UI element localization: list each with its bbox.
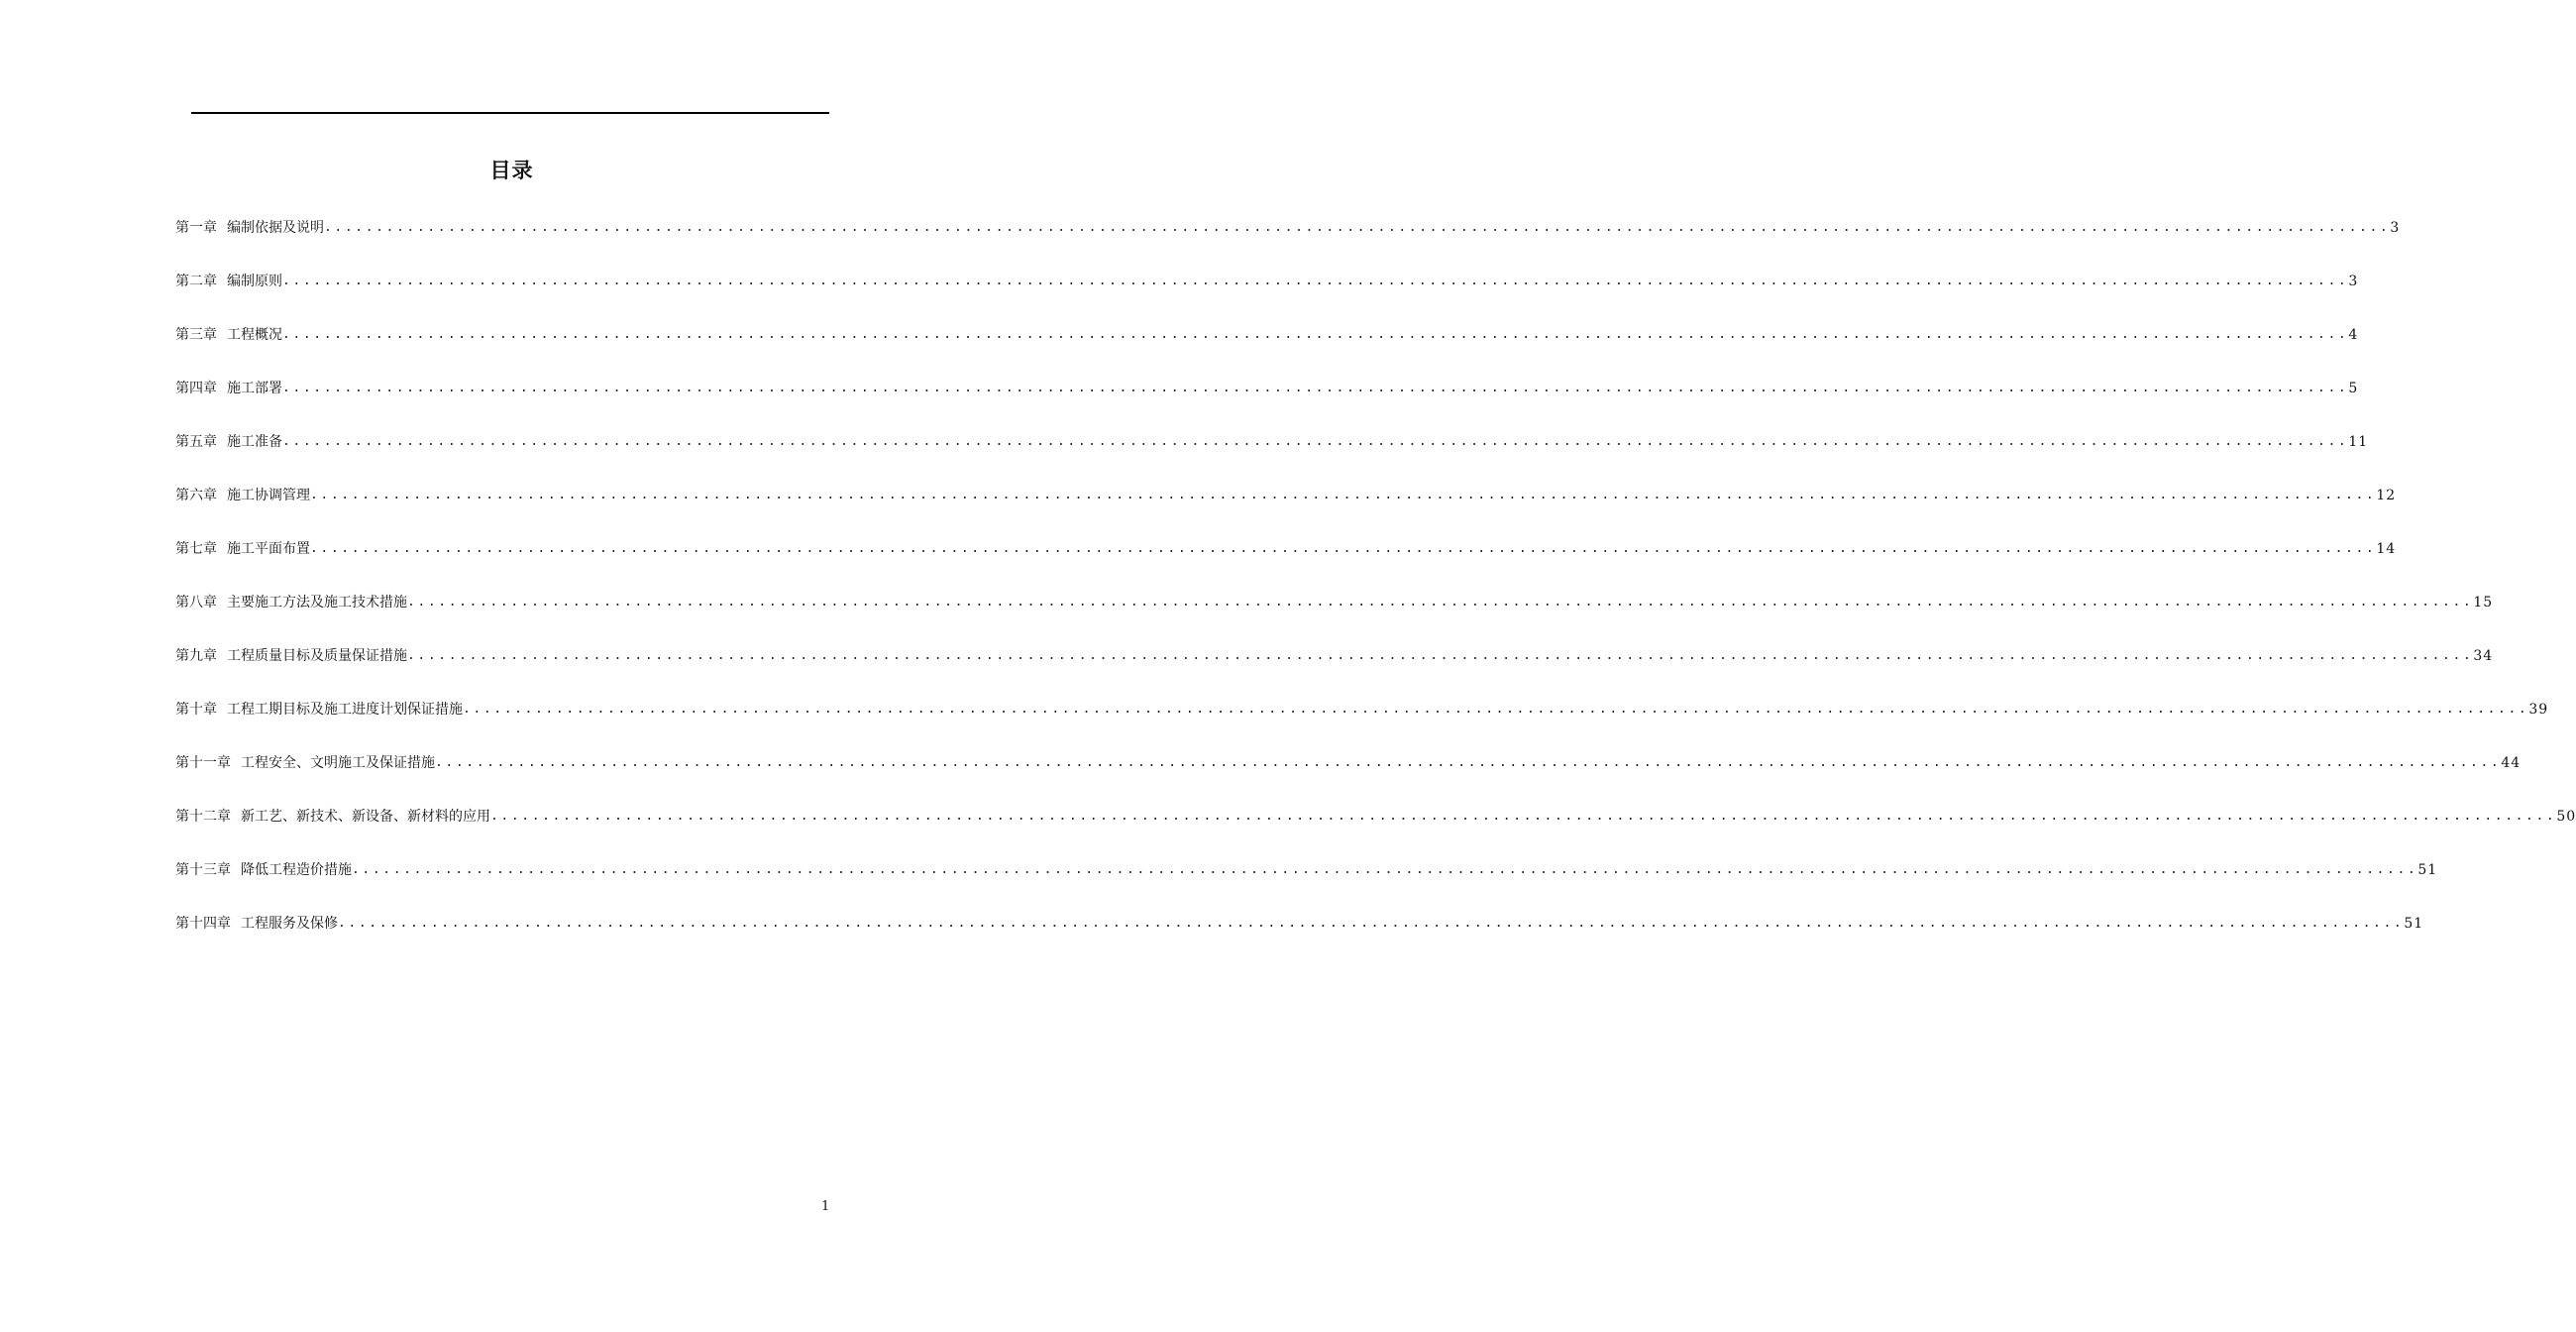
toc-dot-leader: ........................................................................................................................................................................................................ [338,916,2405,931]
toc-page-number: 34 [2473,648,2494,664]
toc-page-number: 44 [2501,755,2522,771]
toc-dot-leader: ........................................................................................................................................................................................................ [282,274,2349,288]
toc-page-number: 4 [2348,327,2359,343]
toc-chapter-number: 第六章 [175,488,217,503]
toc-page-number: 39 [2528,702,2549,718]
toc-page-number: 50 [2556,809,2576,825]
toc-chapter-title: 编制依据及说明 [227,220,324,236]
toc-entry[interactable] [175,268,2359,321]
toc-chapter-number: 第八章 [175,595,217,610]
toc-dot-leader: ........................................................................................................................................................................................................ [282,381,2349,395]
toc-entry[interactable] [175,642,2494,696]
toc-chapter-title: 施工协调管理 [227,488,310,503]
toc-page-number: 5 [2348,381,2359,396]
toc-chapter-number: 第十章 [175,702,217,718]
toc-entry[interactable] [175,428,2369,482]
toc-dot-leader: ........................................................................................................................................................................................................ [490,809,2557,824]
toc-chapter-title: 工程安全、文明施工及保证措施 [241,755,435,771]
toc-chapter-number: 第五章 [175,434,217,450]
toc-entry[interactable] [175,321,2359,375]
toc-chapter-title: 工程质量目标及质量保证措施 [227,648,407,664]
toc-entry[interactable] [175,535,2397,589]
toc-chapter-number: 第十四章 [175,916,231,932]
toc-entry[interactable] [175,803,2576,856]
toc-chapter-title: 工程概况 [227,327,282,343]
toc-chapter-number: 第七章 [175,541,217,557]
toc-dot-leader: ........................................................................................................................................................................................................ [282,327,2349,342]
toc-page-number: 3 [2390,220,2401,236]
toc-dot-leader: ........................................................................................................................................................................................................ [310,488,2377,502]
toc-dot-leader: ........................................................................................................................................................................................................ [435,755,2502,770]
toc-entry[interactable] [175,749,2522,803]
toc-chapter-title: 工程工期目标及施工进度计划保证措施 [227,702,463,718]
toc-chapter-number: 第十三章 [175,862,231,878]
page-title: 目录 [489,159,534,182]
toc-chapter-number: 第十一章 [175,755,231,771]
toc-page-number: 3 [2348,274,2359,289]
toc-dot-leader: ........................................................................................................................................................................................................ [407,648,2474,663]
toc-dot-leader: ........................................................................................................................................................................................................ [352,862,2418,877]
page-footer-number: 1 [821,1199,830,1214]
toc-list [175,214,2576,963]
toc-chapter-title: 施工部署 [227,381,282,396]
toc-chapter-number: 第一章 [175,220,217,236]
toc-chapter-number: 第九章 [175,648,217,664]
toc-chapter-number: 第二章 [175,274,217,289]
toc-entry[interactable] [175,910,2424,963]
toc-dot-leader: ........................................................................................................................................................................................................ [282,434,2349,449]
toc-entry[interactable] [175,589,2494,642]
toc-dot-leader: ........................................................................................................................................................................................................ [463,702,2529,717]
toc-page-number: 14 [2376,541,2397,557]
toc-chapter-title: 新工艺、新技术、新设备、新材料的应用 [241,809,490,825]
toc-chapter-number: 第四章 [175,381,217,396]
toc-dot-leader: ........................................................................................................................................................................................................ [407,595,2474,610]
toc-page-number: 15 [2473,595,2494,610]
toc-chapter-number: 第十二章 [175,809,231,825]
toc-chapter-title: 编制原则 [227,274,282,289]
header-rule [191,112,829,114]
toc-entry[interactable] [175,696,2549,749]
toc-entry[interactable] [175,375,2359,428]
toc-chapter-title: 降低工程造价措施 [241,862,352,878]
toc-chapter-number: 第三章 [175,327,217,343]
toc-page-number: 11 [2348,434,2369,450]
toc-dot-leader: ........................................................................................................................................................................................................ [310,541,2377,556]
toc-entry[interactable] [175,856,2438,910]
toc-chapter-title: 主要施工方法及施工技术措施 [227,595,407,610]
toc-page-number: 51 [2404,916,2424,932]
toc-chapter-title: 施工平面布置 [227,541,310,557]
toc-dot-leader: ........................................................................................................................................................................................................ [324,220,2391,235]
toc-chapter-title: 施工准备 [227,434,282,450]
toc-entry[interactable] [175,214,2401,268]
toc-chapter-title: 工程服务及保修 [241,916,338,932]
toc-entry[interactable] [175,482,2397,535]
toc-page-number: 51 [2417,862,2438,878]
toc-page-number: 12 [2376,488,2397,503]
